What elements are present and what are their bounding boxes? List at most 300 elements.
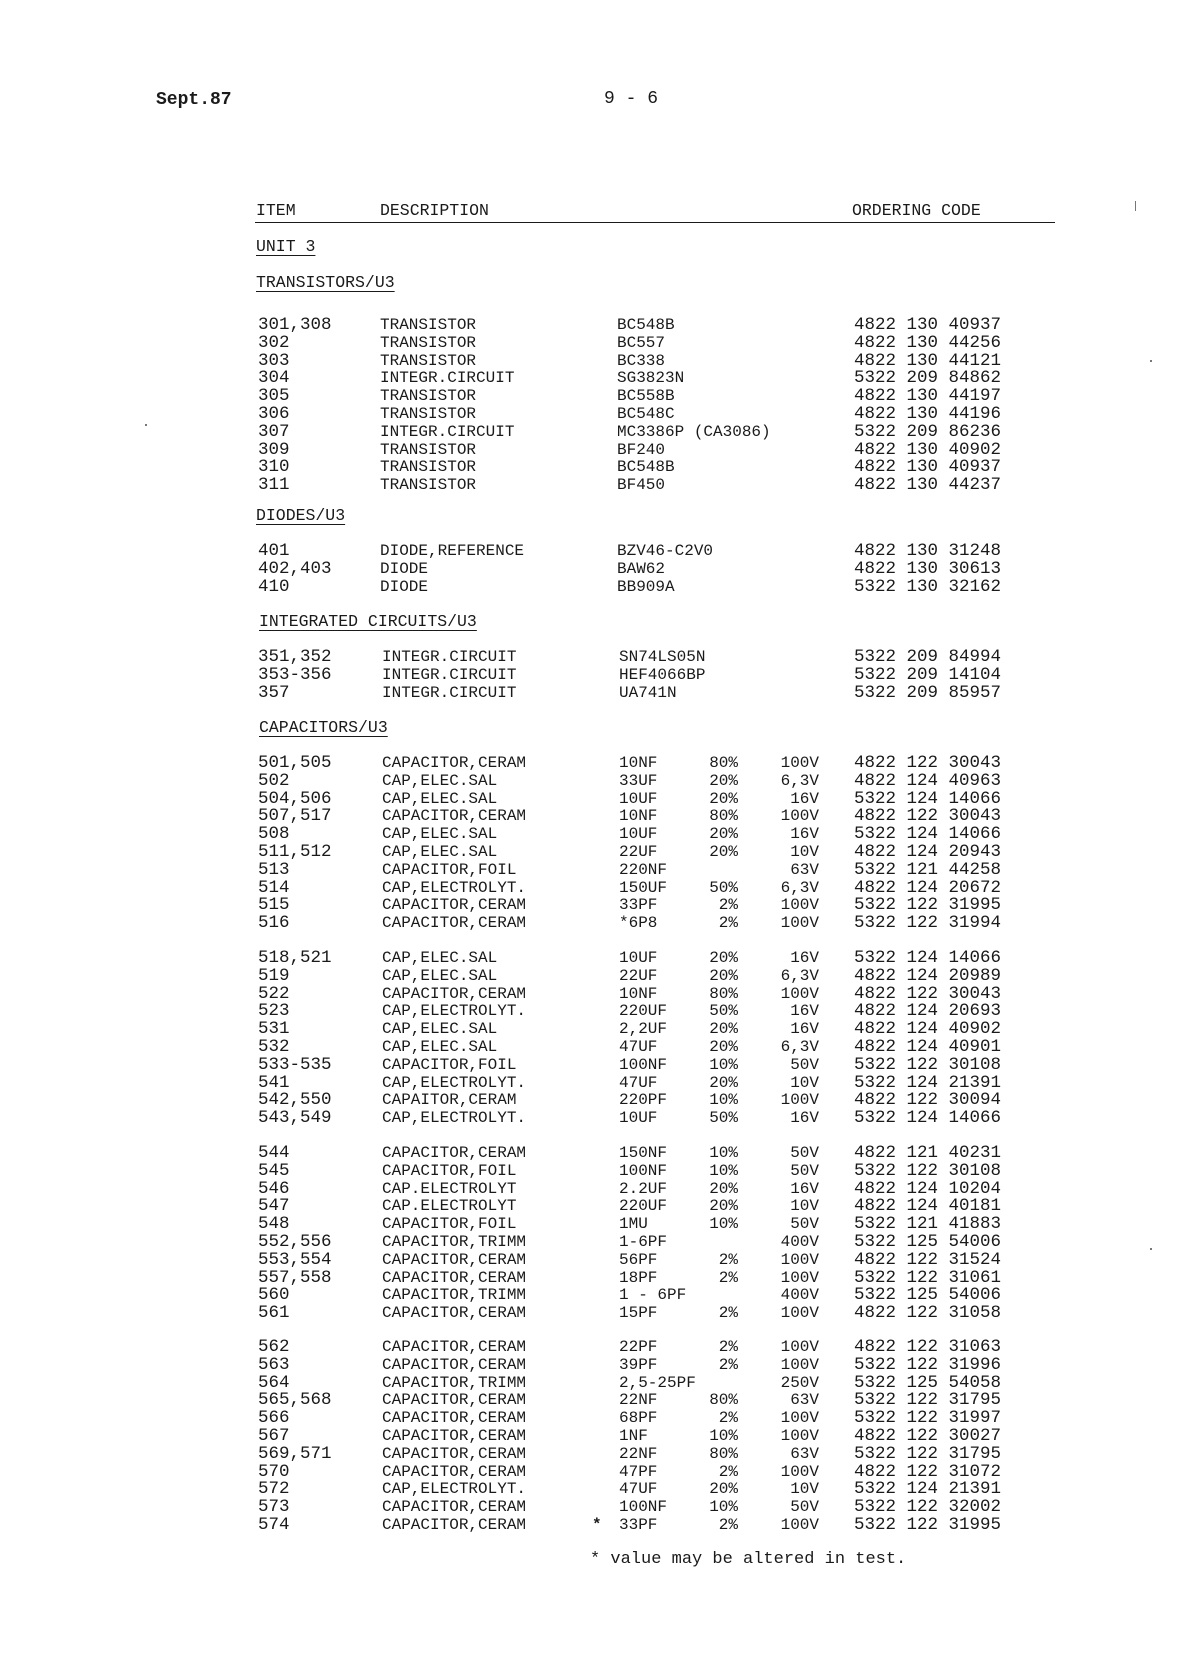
item-number: 501,505	[258, 753, 332, 773]
table-row	[0, 1180, 1190, 1198]
voltage: 10V	[790, 1073, 819, 1092]
ordering-code: 5322 124 14066	[854, 824, 1002, 845]
type-value: 2.2UF	[619, 1179, 668, 1198]
ordering-code: 4822 130 44121	[854, 350, 1002, 371]
table-row	[0, 790, 1190, 808]
type-value: 150UF	[619, 878, 668, 897]
description: CAPACITOR,FOIL	[382, 1161, 517, 1180]
item-number: 561	[258, 1303, 290, 1324]
type-value: BC338	[617, 351, 666, 370]
description: CAPACITOR,CERAM	[382, 1304, 527, 1323]
description: CAPACITOR,FOIL	[382, 860, 517, 879]
ordering-code: 5322 124 21391	[854, 1072, 1002, 1093]
voltage: 16V	[790, 1002, 819, 1021]
tolerance: 10%	[709, 1091, 738, 1110]
scan-speck	[1150, 360, 1152, 362]
table-row	[0, 1002, 1190, 1020]
ordering-code: 5322 209 84862	[854, 368, 1002, 389]
tolerance: 2%	[718, 1268, 738, 1287]
ordering-code: 4822 122 30043	[854, 983, 1002, 1004]
type-value: *6P8	[619, 914, 658, 933]
ordering-code: 5322 122 31996	[854, 1354, 1002, 1375]
description: CAPACITOR,CERAM	[382, 984, 527, 1003]
type-value: 56PF	[619, 1250, 658, 1269]
table-row	[0, 316, 1190, 334]
description: CAPACITOR,FOIL	[382, 1055, 517, 1074]
table-row	[0, 1056, 1190, 1074]
type-value: 10NF	[619, 754, 658, 772]
table-row	[0, 949, 1190, 967]
description: DIODE,REFERENCE	[380, 542, 525, 560]
tolerance: 10%	[709, 1427, 738, 1445]
table-row	[0, 369, 1190, 387]
table-row	[0, 1304, 1190, 1322]
item-number: 574	[258, 1515, 290, 1535]
ordering-code: 4822 130 40902	[854, 439, 1002, 460]
tolerance: 20%	[709, 1480, 738, 1499]
table-row	[0, 334, 1190, 352]
description: CAP,ELEC.SAL	[382, 825, 498, 844]
voltage: 100V	[780, 1268, 819, 1287]
voltage: 50V	[790, 1144, 819, 1162]
type-value: 1 - 6PF	[619, 1286, 687, 1305]
tolerance: 10%	[709, 1055, 738, 1074]
ordering-code: 4822 122 30043	[854, 806, 1002, 827]
type-value: 10UF	[619, 1109, 658, 1128]
ordering-code: 4822 121 40231	[854, 1143, 1002, 1163]
description: CAP,ELECTROLYT.	[382, 878, 527, 897]
voltage: 100V	[780, 1304, 819, 1323]
tolerance: 10%	[709, 1161, 738, 1180]
tolerance: 20%	[709, 789, 738, 808]
type-value: 150NF	[619, 1144, 668, 1162]
tolerance: 2%	[718, 1516, 738, 1534]
item-number: 544	[258, 1143, 290, 1163]
ordering-code: 5322 121 44258	[854, 859, 1002, 880]
voltage: 6,3V	[780, 878, 819, 897]
ordering-code: 4822 122 31058	[854, 1303, 1002, 1324]
ordering-code: 5322 124 14066	[854, 1108, 1002, 1129]
ordering-code: 5322 122 30108	[854, 1160, 1002, 1181]
ordering-code: 4822 124 40902	[854, 1019, 1002, 1040]
page-number: 9 - 6	[604, 89, 659, 109]
tolerance: 2%	[718, 1409, 738, 1428]
ordering-code: 5322 122 31795	[854, 1443, 1002, 1464]
type-value: 18PF	[619, 1268, 658, 1287]
table-row	[0, 772, 1190, 790]
table-row	[0, 458, 1190, 476]
voltage: 10V	[790, 1480, 819, 1499]
ordering-code: 5322 209 14104	[854, 664, 1002, 685]
item-number: 531	[258, 1019, 290, 1040]
description: CAP.ELECTROLYT	[382, 1197, 517, 1216]
type-value: 10UF	[619, 949, 658, 967]
type-value: 39PF	[619, 1355, 658, 1374]
tolerance: 50%	[709, 1109, 738, 1128]
ordering-code: 4822 124 20943	[854, 842, 1002, 862]
section-title: INTEGRATED CIRCUITS/U3	[259, 612, 477, 631]
description: INTEGR.CIRCUIT	[380, 369, 515, 388]
table-row	[0, 1215, 1190, 1233]
tolerance: 80%	[709, 754, 738, 772]
footnote: * value may be altered in test.	[590, 1550, 907, 1569]
voltage: 400V	[780, 1233, 819, 1251]
voltage: 400V	[780, 1286, 819, 1305]
ordering-code: 4822 130 40937	[854, 457, 1002, 478]
description: CAPACITOR,CERAM	[382, 1355, 527, 1374]
ordering-code: 4822 130 44197	[854, 386, 1002, 407]
item-number: 542,550	[258, 1090, 332, 1111]
ordering-code: 4822 124 40901	[854, 1037, 1002, 1057]
item-number: 513	[258, 859, 290, 880]
table-row	[0, 1091, 1190, 1109]
description: CAPACITOR,CERAM	[382, 1391, 527, 1410]
table-row	[0, 648, 1190, 666]
ordering-code: 5322 122 31795	[854, 1390, 1002, 1411]
description: CAPACITOR,CERAM	[382, 1268, 527, 1287]
type-value: 33PF	[619, 1516, 658, 1534]
table-row	[0, 1197, 1190, 1215]
type-value: HEF4066BP	[619, 665, 706, 684]
table-row	[0, 1144, 1190, 1162]
tolerance: 20%	[709, 1179, 738, 1198]
description: CAP,ELEC.SAL	[382, 966, 498, 985]
description: TRANSISTOR	[380, 458, 477, 477]
table-row	[0, 896, 1190, 914]
description: CAPACITOR,CERAM	[382, 1498, 527, 1517]
table-row	[0, 843, 1190, 861]
type-value: 220PF	[619, 1091, 668, 1110]
item-number: 309	[258, 439, 290, 460]
description: CAP,ELEC.SAL	[382, 843, 498, 861]
ordering-code: 4822 124 20672	[854, 877, 1002, 898]
description: CAPACITOR,CERAM	[382, 1462, 527, 1481]
table-row	[0, 1269, 1190, 1287]
type-value: 220UF	[619, 1002, 668, 1021]
item-number: 573	[258, 1497, 290, 1518]
type-value: 47UF	[619, 1480, 658, 1499]
ordering-code: 4822 130 31248	[854, 541, 1002, 561]
item-number: 552,556	[258, 1232, 332, 1252]
table-row	[0, 967, 1190, 985]
item-number: 401	[258, 541, 290, 561]
item-number: 557,558	[258, 1267, 332, 1288]
tolerance: 20%	[709, 825, 738, 844]
tolerance: 20%	[709, 1073, 738, 1092]
ordering-code: 5322 209 86236	[854, 421, 1002, 442]
voltage: 50V	[790, 1215, 819, 1234]
item-number: 547	[258, 1196, 290, 1217]
voltage: 6,3V	[780, 771, 819, 790]
voltage: 250V	[780, 1373, 819, 1392]
item-number: 572	[258, 1479, 290, 1500]
tolerance: 2%	[718, 1338, 738, 1356]
description: TRANSISTOR	[380, 476, 477, 495]
type-value: UA741N	[619, 683, 677, 702]
ordering-code: 5322 209 85957	[854, 682, 1002, 703]
tolerance: 2%	[718, 1462, 738, 1481]
table-row	[0, 1516, 1190, 1534]
item-number: 311	[258, 475, 290, 496]
description: CAPACITOR,TRIMM	[382, 1373, 527, 1392]
ordering-code: 4822 124 10204	[854, 1178, 1002, 1199]
description: CAPACITOR,CERAM	[382, 914, 527, 933]
item-number: 504,506	[258, 788, 332, 809]
description: CAPAITOR,CERAM	[382, 1091, 517, 1110]
ordering-code: 5322 122 31994	[854, 913, 1002, 934]
type-value: 22UF	[619, 843, 658, 861]
ordering-code: 4822 124 40181	[854, 1196, 1002, 1217]
table-row	[0, 560, 1190, 578]
voltage: 50V	[790, 1498, 819, 1517]
voltage: 100V	[780, 984, 819, 1003]
type-value: 10UF	[619, 825, 658, 844]
type-value: BC548B	[617, 316, 675, 334]
tolerance: 80%	[709, 984, 738, 1003]
type-value: 10NF	[619, 984, 658, 1003]
voltage: 10V	[790, 1197, 819, 1216]
item-number: 563	[258, 1354, 290, 1375]
table-row	[0, 1480, 1190, 1498]
column-header-ordering-code: ORDERING CODE	[852, 201, 981, 220]
item-number: 502	[258, 770, 290, 791]
description: CAPACITOR,CERAM	[382, 1338, 527, 1356]
tolerance: 10%	[709, 1498, 738, 1517]
scan-speck	[145, 424, 147, 426]
type-value: BB909A	[617, 577, 675, 596]
table-row	[0, 1391, 1190, 1409]
voltage: 63V	[790, 860, 819, 879]
description: CAPACITOR,CERAM	[382, 1516, 527, 1534]
type-value: 47UF	[619, 1038, 658, 1056]
voltage: 100V	[780, 1355, 819, 1374]
voltage: 16V	[790, 1109, 819, 1128]
type-value: BC548B	[617, 458, 675, 477]
description: CAPACITOR,CERAM	[382, 754, 527, 772]
type-value: BC548C	[617, 405, 675, 423]
table-row	[0, 666, 1190, 684]
tolerance: 20%	[709, 1020, 738, 1039]
description: DIODE	[380, 577, 429, 596]
type-value: BZV46-C2V0	[617, 542, 714, 560]
item-number: 519	[258, 965, 290, 986]
table-row	[0, 1463, 1190, 1481]
voltage: 50V	[790, 1161, 819, 1180]
ordering-code: 4822 122 31524	[854, 1249, 1002, 1270]
type-value: 33PF	[619, 896, 658, 915]
voltage: 100V	[780, 1338, 819, 1356]
voltage: 100V	[780, 1250, 819, 1269]
unit-title: UNIT 3	[256, 237, 316, 256]
tolerance: 50%	[709, 1002, 738, 1021]
section-title: DIODES/U3	[256, 506, 346, 525]
voltage: 100V	[780, 1462, 819, 1481]
description: TRANSISTOR	[380, 387, 477, 406]
description: CAPACITOR,TRIMM	[382, 1233, 527, 1251]
item-number: 560	[258, 1285, 290, 1306]
tolerance: 20%	[709, 1038, 738, 1056]
voltage: 16V	[790, 789, 819, 808]
type-value: BC558B	[617, 387, 675, 406]
tolerance: 2%	[718, 914, 738, 933]
ordering-code: 4822 122 30027	[854, 1426, 1002, 1446]
description: CAP,ELEC.SAL	[382, 1020, 498, 1039]
table-row	[0, 1338, 1190, 1356]
item-number: 553,554	[258, 1249, 332, 1270]
table-row	[0, 914, 1190, 932]
description: CAPACITOR,TRIMM	[382, 1286, 527, 1305]
tolerance: 2%	[718, 1304, 738, 1323]
type-value: BAW62	[617, 559, 666, 578]
scan-speck	[1150, 1248, 1152, 1250]
description: CAP,ELEC.SAL	[382, 1038, 498, 1056]
item-number: 508	[258, 824, 290, 845]
item-number: 546	[258, 1178, 290, 1199]
scan-speck	[1135, 201, 1136, 211]
item-number: 305	[258, 386, 290, 407]
item-number: 304	[258, 368, 290, 389]
ordering-code: 5322 121 41883	[854, 1214, 1002, 1235]
item-number: 357	[258, 682, 290, 703]
description: CAP,ELECTROLYT.	[382, 1480, 527, 1499]
item-number: 543,549	[258, 1108, 332, 1129]
ordering-code: 4822 122 31072	[854, 1461, 1002, 1482]
voltage: 6,3V	[780, 1038, 819, 1056]
item-number: 565,568	[258, 1390, 332, 1411]
item-number: 514	[258, 877, 290, 898]
tolerance: 50%	[709, 878, 738, 897]
item-number: 562	[258, 1337, 290, 1357]
table-row	[0, 985, 1190, 1003]
item-number: 507,517	[258, 806, 332, 827]
description: TRANSISTOR	[380, 351, 477, 370]
voltage: 16V	[790, 1179, 819, 1198]
type-value: 220NF	[619, 860, 668, 879]
description: CAP,ELEC.SAL	[382, 949, 498, 967]
ordering-code: 4822 122 30094	[854, 1090, 1002, 1111]
voltage: 100V	[780, 1409, 819, 1428]
table-row	[0, 1356, 1190, 1374]
ordering-code: 5322 122 30108	[854, 1054, 1002, 1075]
tolerance: 2%	[718, 1250, 738, 1269]
item-number: 567	[258, 1426, 290, 1446]
table-row	[0, 879, 1190, 897]
type-value: 47PF	[619, 1462, 658, 1481]
table-row	[0, 1374, 1190, 1392]
description: CAPACITOR,CERAM	[382, 1144, 527, 1162]
item-number: 541	[258, 1072, 290, 1093]
ordering-code: 5322 124 21391	[854, 1479, 1002, 1500]
table-row	[0, 1233, 1190, 1251]
item-number: 532	[258, 1037, 290, 1057]
table-row	[0, 1427, 1190, 1445]
ordering-code: 5322 209 84994	[854, 647, 1002, 667]
ordering-code: 5322 124 14066	[854, 948, 1002, 968]
description: CAP,ELECTROLYT.	[382, 1109, 527, 1128]
item-number: 310	[258, 457, 290, 478]
voltage: 100V	[780, 1091, 819, 1110]
item-number: 564	[258, 1372, 290, 1393]
description: CAP,ELEC.SAL	[382, 771, 498, 790]
type-value: 22NF	[619, 1444, 658, 1463]
item-number: 307	[258, 421, 290, 442]
description: CAPACITOR,CERAM	[382, 1427, 527, 1445]
voltage: 16V	[790, 825, 819, 844]
item-number: 410	[258, 576, 290, 597]
item-number: 523	[258, 1001, 290, 1022]
table-row	[0, 1020, 1190, 1038]
tolerance: 20%	[709, 1197, 738, 1216]
type-value: 47UF	[619, 1073, 658, 1092]
table-row	[0, 405, 1190, 423]
ordering-code: 5322 125 54006	[854, 1232, 1002, 1252]
item-number: 516	[258, 913, 290, 934]
tolerance: 20%	[709, 966, 738, 985]
item-number: 548	[258, 1214, 290, 1235]
type-value: SG3823N	[617, 369, 685, 388]
description: TRANSISTOR	[380, 333, 477, 352]
ordering-code: 5322 125 54058	[854, 1372, 1002, 1393]
table-row	[0, 1445, 1190, 1463]
type-value: 2,5-25PF	[619, 1373, 696, 1392]
description: CAPACITOR,CERAM	[382, 1409, 527, 1428]
table-row	[0, 1251, 1190, 1269]
description: CAP,ELECTROLYT.	[382, 1073, 527, 1092]
voltage: 100V	[780, 914, 819, 933]
type-value: MC3386P (CA3086)	[617, 422, 771, 441]
table-row	[0, 476, 1190, 494]
tolerance: 80%	[709, 1444, 738, 1463]
type-value: 2,2UF	[619, 1020, 668, 1039]
ordering-code: 4822 124 20989	[854, 965, 1002, 986]
header-rule	[255, 222, 1055, 223]
table-row	[0, 1109, 1190, 1127]
description: TRANSISTOR	[380, 316, 477, 334]
description: CAP.ELECTROLYT	[382, 1179, 517, 1198]
column-header-item: ITEM	[256, 201, 296, 220]
description: INTEGR.CIRCUIT	[380, 422, 515, 441]
table-row	[0, 542, 1190, 560]
ordering-code: 4822 122 31063	[854, 1337, 1002, 1357]
voltage: 50V	[790, 1055, 819, 1074]
ordering-code: 4822 130 40937	[854, 315, 1002, 335]
description: INTEGR.CIRCUIT	[382, 683, 517, 702]
item-number: 302	[258, 332, 290, 353]
type-value: 100NF	[619, 1498, 668, 1517]
type-value: 68PF	[619, 1409, 658, 1428]
type-value: 15PF	[619, 1304, 658, 1323]
ordering-code: 4822 124 20693	[854, 1001, 1002, 1022]
table-row	[0, 1162, 1190, 1180]
type-value: 220UF	[619, 1197, 668, 1216]
item-number: 306	[258, 404, 290, 424]
item-number: 303	[258, 350, 290, 371]
item-number: 351,352	[258, 647, 332, 667]
type-value: 10NF	[619, 807, 658, 826]
description: CAP,ELECTROLYT.	[382, 1002, 527, 1021]
description: CAPACITOR,CERAM	[382, 896, 527, 915]
item-number: 301,308	[258, 315, 332, 335]
table-row	[0, 861, 1190, 879]
tolerance: 80%	[709, 1391, 738, 1410]
tolerance: 10%	[709, 1215, 738, 1234]
ordering-code: 5322 122 31995	[854, 1515, 1002, 1535]
type-value: BF450	[617, 476, 666, 495]
ordering-code: 4822 130 44237	[854, 475, 1002, 496]
type-value: 100NF	[619, 1161, 668, 1180]
item-number: 522	[258, 983, 290, 1004]
item-number: 515	[258, 895, 290, 916]
